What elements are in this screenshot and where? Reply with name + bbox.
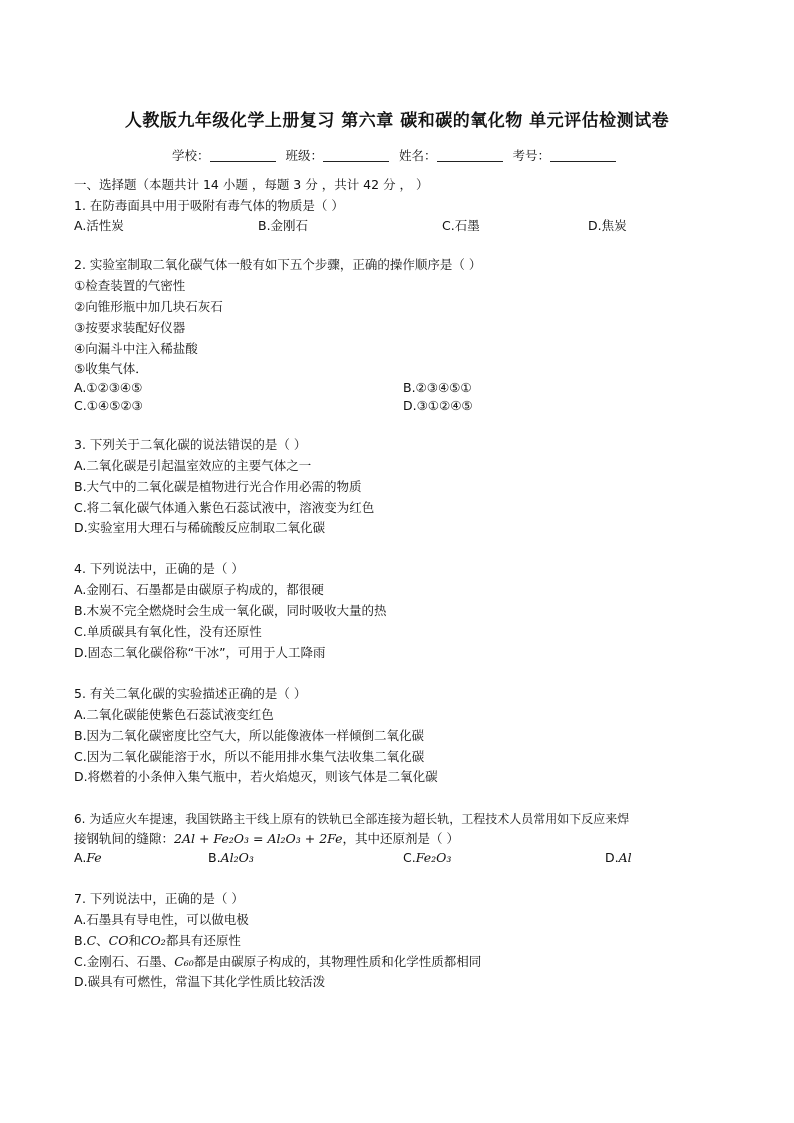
q1-option-d[interactable]: D.焦炭: [588, 218, 627, 233]
name-blank[interactable]: [437, 149, 503, 162]
q6-option-c-formula: Fe₂O₃: [415, 850, 452, 865]
q6-stem-suffix: ，其中还原剂是（ ）: [342, 831, 460, 846]
q5-option-a[interactable]: A.二氧化碳能使紫色石蕊试液变红色: [74, 707, 274, 722]
q1-option-c[interactable]: C.石墨: [442, 218, 480, 233]
q5-option-d[interactable]: D.将燃着的小条伸入集气瓶中，若火焰熄灭，则该气体是二氧化碳: [74, 769, 438, 784]
question-4-stem: 4. 下列说法中，正确的是（ ）: [74, 561, 244, 576]
q2-step-3: ③按要求装配好仪器: [74, 320, 186, 335]
q3-option-b[interactable]: B.大气中的二氧化碳是植物进行光合作用必需的物质: [74, 479, 362, 494]
question-6-stem-line1: 6. 为适应火车提速，我国铁路主干线上原有的铁轨已全部连接为超长轨，工程技术人员常用如下反应来焊: [74, 812, 630, 826]
q3-option-d[interactable]: D.实验室用大理石与稀硫酸反应制取二氧化碳: [74, 520, 326, 535]
question-7-stem: 7. 下列说法中，正确的是（ ）: [74, 891, 244, 906]
q1-option-b[interactable]: B.金刚石: [258, 218, 309, 233]
q4-option-b[interactable]: B.木炭不完全燃烧时会生成一氧化碳，同时吸收大量的热: [74, 603, 387, 618]
q2-option-d[interactable]: D.③①②④⑤: [403, 398, 473, 413]
school-blank[interactable]: [210, 149, 276, 162]
q7-formula-co: CO: [108, 933, 129, 948]
q7-option-b-text: 都具有还原性: [165, 933, 241, 948]
q7-option-b[interactable]: [74, 933, 241, 949]
question-1-stem: 1. 在防毒面具中用于吸附有毒气体的物质是（ ）: [74, 198, 344, 213]
q7-option-c-prefix: C.金刚石、石墨、: [74, 954, 175, 969]
school-label: 学校：: [171, 148, 210, 163]
q5-option-c[interactable]: C.因为二氧化碳能溶于水，所以不能用排水集气法收集二氧化碳: [74, 749, 425, 764]
q7-formula-co2: CO₂: [140, 933, 166, 948]
exam-no-blank[interactable]: [550, 149, 616, 162]
q3-option-c[interactable]: C.将二氧化碳气体通入紫色石蕊试液中，溶液变为红色: [74, 500, 375, 515]
q4-option-a[interactable]: A.金刚石、石墨都是由碳原子构成的，都很硬: [74, 582, 324, 597]
q5-option-b[interactable]: B.因为二氧化碳密度比空气大，所以能像液体一样倾倒二氧化碳: [74, 728, 425, 743]
q6-option-a-formula: Fe: [86, 850, 102, 865]
q6-option-c-label: C.: [403, 850, 416, 865]
q2-step-2: ②向锥形瓶中加几块石灰石: [74, 299, 223, 314]
q7-formula-c: C: [86, 933, 97, 948]
q7-option-d[interactable]: D.碳具有可燃性，常温下其化学性质比较活泼: [74, 974, 326, 989]
class-label: 班级：: [285, 148, 323, 163]
q6-option-b-label: B.: [208, 850, 221, 865]
q2-step-1: ①检查装置的气密性: [74, 278, 186, 293]
q6-stem-prefix: 接钢轨间的缝隙：: [74, 831, 175, 846]
q6-option-d[interactable]: [605, 850, 632, 866]
q4-option-c[interactable]: C.单质碳具有氧化性，没有还原性: [74, 624, 262, 639]
q2-option-b[interactable]: B.②③④⑤①: [403, 380, 472, 395]
class-blank[interactable]: [323, 149, 389, 162]
q7-formula-c60: C₆₀: [174, 954, 194, 969]
exam-no-label: 考号：: [512, 148, 550, 163]
q6-option-d-label: D.: [605, 850, 619, 865]
q4-option-d[interactable]: D.固态二氧化碳俗称“干冰”，可用于人工降雨: [74, 645, 326, 660]
q3-option-a[interactable]: A.二氧化碳是引起温室效应的主要气体之一: [74, 458, 312, 473]
q6-option-b-formula: Al₂O₃: [220, 850, 254, 865]
q7-option-a[interactable]: A.石墨具有导电性，可以做电极: [74, 912, 249, 927]
question-6-stem-line2: [74, 831, 459, 847]
q6-equation: 2Al + Fe₂O₃ = Al₂O₃ + 2Fe: [174, 831, 343, 846]
section-heading: 一、选择题（本题共计 14 小题 ，每题 3 分 ，共计 42 分 ， ）: [74, 177, 429, 192]
question-5-stem: 5. 有关二氧化碳的实验描述正确的是（ ）: [74, 686, 307, 701]
q2-step-5: ⑤收集气体．: [74, 361, 148, 376]
q7-option-c[interactable]: [74, 954, 481, 970]
q2-step-4: ④向漏斗中注入稀盐酸: [74, 341, 198, 356]
q1-option-a[interactable]: A.活性炭: [74, 218, 124, 233]
q7-option-b-label: B.: [74, 933, 87, 948]
q6-option-c[interactable]: [403, 850, 451, 866]
q7-option-c-text: 都是由碳原子构成的，其物理性质和化学性质都相同: [193, 954, 482, 969]
q6-option-d-formula: Al: [618, 850, 632, 865]
q2-option-a[interactable]: A.①②③④⑤: [74, 380, 143, 395]
q7-separator: 、: [96, 933, 109, 948]
q7-and: 和: [128, 933, 141, 948]
name-label: 姓名：: [398, 148, 437, 163]
exam-title: 人教版九年级化学上册复习 第六章 碳和碳的氧化物 单元评估检测试卷: [124, 111, 670, 131]
q6-option-a[interactable]: [74, 850, 102, 866]
question-2-stem: 2. 实验室制取二氧化碳气体一般有如下五个步骤，正确的操作顺序是（ ）: [74, 257, 482, 272]
student-info-line: [0, 146, 794, 164]
q6-option-b[interactable]: [208, 850, 254, 866]
question-3-stem: 3. 下列关于二氧化碳的说法错误的是（ ）: [74, 437, 307, 452]
q2-option-c[interactable]: C.①④⑤②③: [74, 398, 143, 413]
q6-option-a-label: A.: [74, 850, 87, 865]
